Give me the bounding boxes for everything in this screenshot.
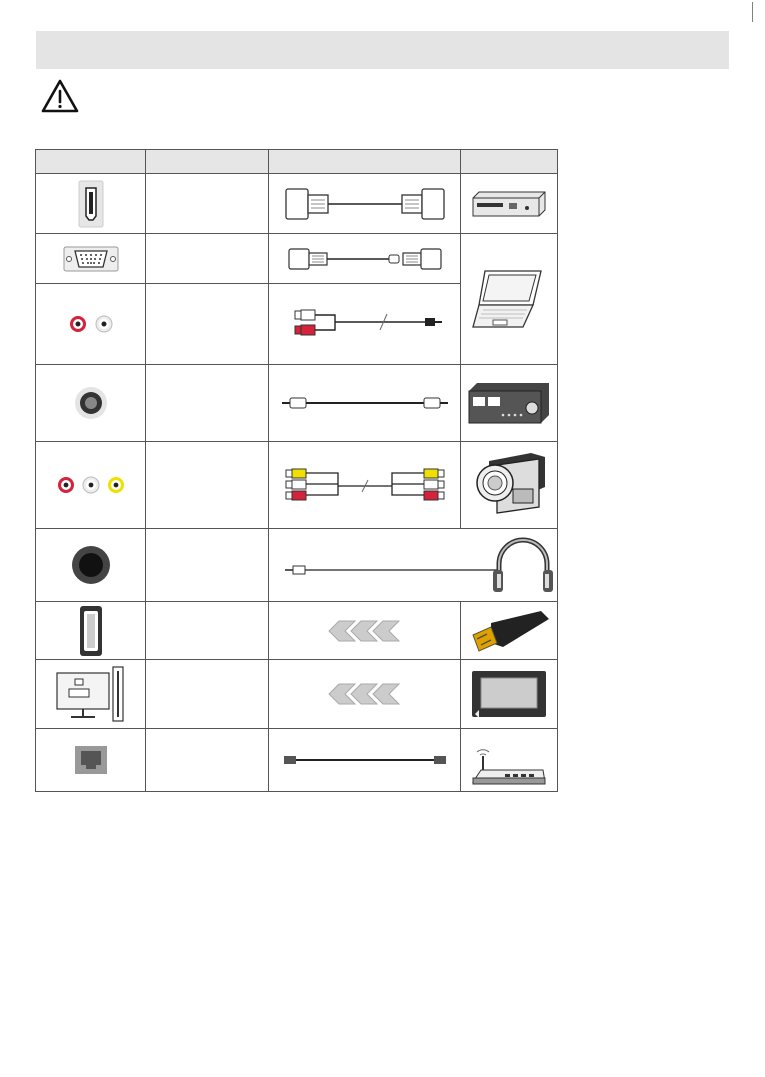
vga-port-icon [63, 246, 119, 272]
audio-amplifier-icon [467, 381, 551, 425]
pc-audio-in-port-icon [66, 313, 116, 335]
av-cable-icon [280, 464, 450, 506]
connection-label [146, 234, 269, 284]
coaxial-spdif-port-icon [73, 385, 109, 421]
headphone-cable-icon [277, 534, 557, 596]
usb-port-icon [79, 605, 103, 657]
router-icon [471, 734, 547, 786]
hdmi-port-icon [78, 180, 104, 228]
header-cable [269, 150, 461, 174]
insert-arrows-icon [327, 620, 403, 642]
table-row [36, 442, 558, 529]
table-row [36, 365, 558, 442]
connection-label [146, 529, 269, 602]
laptop-icon [471, 267, 547, 331]
rca-to-jack-cable-icon [285, 304, 445, 344]
connection-label [146, 174, 269, 234]
connection-label [146, 660, 269, 729]
table-row [36, 174, 558, 234]
connection-label [146, 602, 269, 660]
table-row [36, 660, 558, 729]
camcorder-icon [469, 447, 549, 523]
insert-arrows-icon [327, 683, 403, 705]
table-row [36, 602, 558, 660]
warning-icon [40, 78, 80, 114]
table-row [36, 234, 558, 284]
section-header-bar [36, 31, 729, 69]
headphones-icon [493, 540, 553, 592]
header-connector [36, 150, 146, 174]
tv-ci-slot-icon [55, 665, 127, 723]
table-row [36, 529, 558, 602]
table-row [36, 729, 558, 792]
ethernet-port-icon [74, 745, 108, 775]
hdmi-cable-icon [280, 184, 450, 224]
connections-table [35, 149, 558, 792]
ethernet-cable-icon [280, 753, 450, 767]
connection-label [146, 442, 269, 529]
table-header-row [36, 150, 558, 174]
dvd-recorder-icon [469, 190, 549, 218]
connection-label [146, 365, 269, 442]
headphone-jack-icon [70, 544, 112, 586]
connection-label [146, 729, 269, 792]
connection-label [146, 284, 269, 365]
composite-av-ports-icon [55, 474, 127, 496]
header-type [146, 150, 269, 174]
vga-cable-icon [285, 246, 445, 272]
header-device [461, 150, 558, 174]
coaxial-cable-icon [280, 393, 450, 413]
cam-module-icon [471, 670, 547, 718]
usb-stick-icon [467, 609, 551, 653]
page-corner-mark [752, 0, 765, 24]
